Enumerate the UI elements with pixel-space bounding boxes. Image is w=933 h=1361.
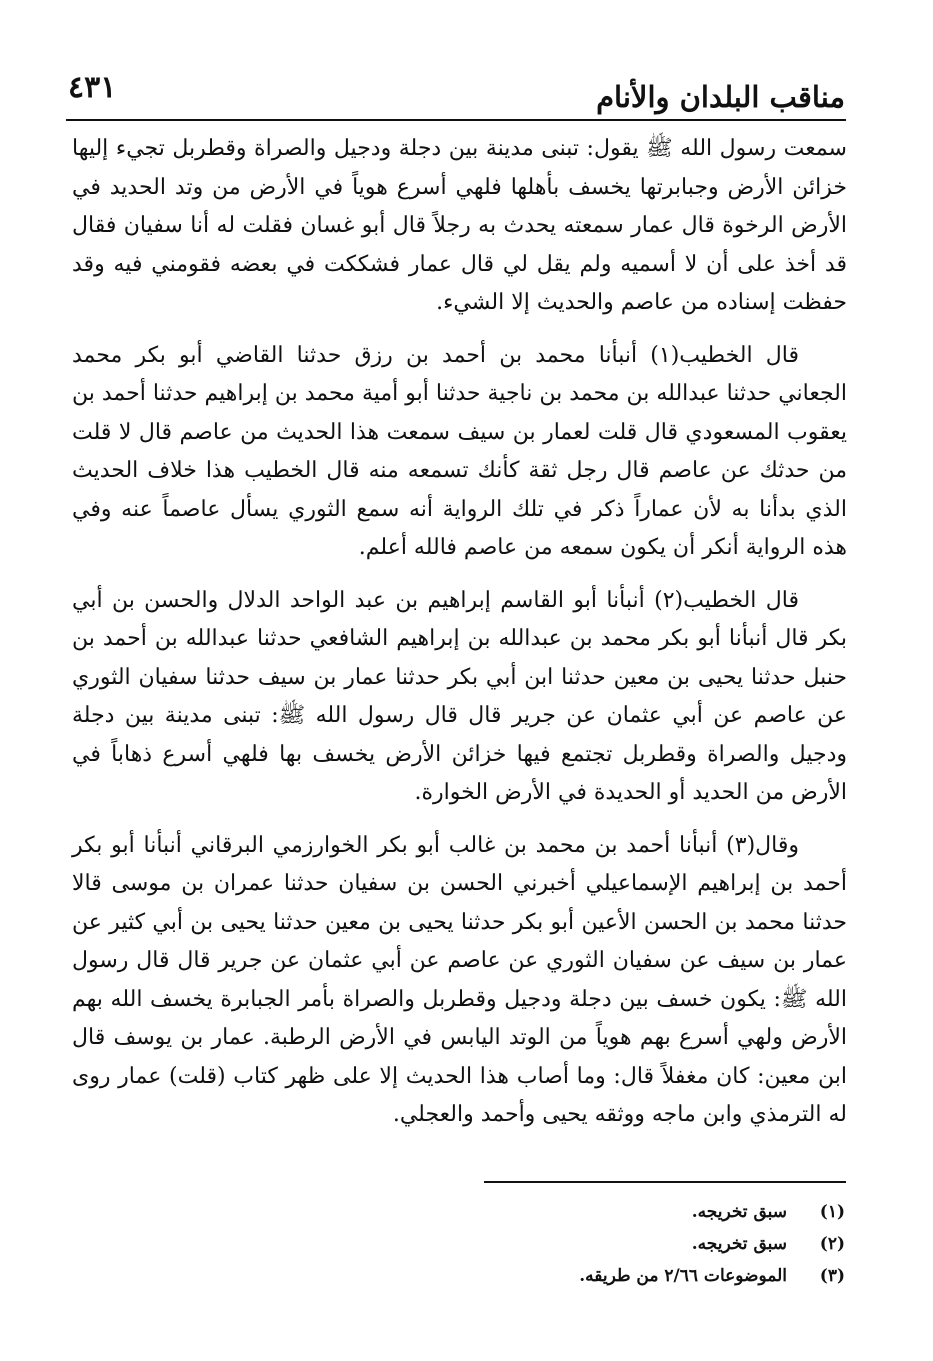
paragraph-khatib-1: قال الخطيب(١) أنبأنا محمد بن أحمد بن رزق حدثنا القاضي أبو بكر محمد الجعاني حدثنا عبدالله بن محمد بن ناجية حدثنا أبو أمية محمد بن إبراهيم حدثنا أحمد بن يعقوب المسعودي قال قلت لعمار بن سيف سمعت هذا الحديث من عاصم قال لا قلت من حدثك عن عاصم قال رجل ثقة كأنك تسمعه منه قال الخطيب هذا خلاف الحديث الذي بدأنا به لأن عماراً ذكر في تلك الرواية أنه سمع الثوري يسأل عاصماً عنه وفي هذه الرواية أنكر أن يكون سمعه من عاصم فالله أعلم. [72,342,847,560]
paragraph-continuation: سمعت رسول الله ﷺ يقول: تبنى مدينة بين دجلة ودجيل والصراة وقطربل تجيء إليها خزائن الأرض وجبابرتها يخسف بأهلها فلهي أسرع هوياً في الأرض من وتد الحديد في الأرض الرخوة قال عمار سمعته يحدث به رجلاً قال أبو غسان فقلت له أنا سفيان فقال قد أخذ على أن لا أسميه ولم يقل لي قال عمار فشككت في بعضه فقومني فيه وقد حفظت إسناده من عاصم والحديث إلا الشيء. [72,136,847,315]
footnotes [345,1196,845,1292]
footnote-item [345,1196,845,1228]
paragraph-khatib-3: وقال(٣) أنبأنا أحمد بن محمد بن غالب أبو بكر الخوارزمي البرقاني أنبأنا أبو بكر أحمد بن إبراهيم الإسماعيلي أخبرني الحسن بن سفيان حدثنا عمران بن موسى قالا حدثنا محمد بن الحسن الأعين أبو بكر حدثنا يحيى بن معين حدثنا يحيى بن أبي كثير عن عمار بن سيف عن سفيان الثوري عن عاصم عن أبي عثمان عن جرير قال قال رسول الله ﷺ: يكون خسف بين دجلة ودجيل وقطربل والصراة بأمر الجبابرة يخسف الله بهم الأرض ولهي أسرع بهم هوياً من الوتد اليابس في الأرض الرطبة. عمار بن يوسف قال ابن معين: كان مغفلاً قال: وما أصاب هذا الحديث إلا على ظهر كتاب (قلت) عمار روى له الترمذي وابن ماجه ووثقه يحيى وأحمد والعجلي. [72,832,847,1127]
footnote-text: سبق تخريجه. [691,1234,787,1254]
header-divider [66,119,846,121]
page-number: ٤٣١ [68,70,117,105]
footnote-text: الموضوعات ٢/٦٦ من طريقه. [579,1266,787,1286]
footnote-item [345,1228,845,1260]
footnote-number: (٢) [819,1234,845,1254]
main-text [72,130,847,1149]
paragraph-khatib-2: قال الخطيب(٢) أنبأنا أبو القاسم إبراهيم بن عبد الواحد الدلال والحسن بن أبي بكر قال أنبأنا أبو بكر محمد بن عبدالله بن إبراهيم الشافعي حدثنا عبدالله بن أحمد بن حنبل حدثنا يحيى بن معين حدثنا ابن أبي بكر حدثنا عمار بن سيف حدثنا سفيان الثوري عن عاصم عن أبي عثمان عن جرير قال قال رسول الله ﷺ: تبنى مدينة بين دجلة ودجيل والصراة وقطربل تجتمع فيها خزائن الأرض يخسف بها فلهي أسرع ذهاباً في الأرض من الحديد أو الحديدة في الأرض الخوارة. [72,587,847,805]
footnote-text: سبق تخريجه. [691,1202,787,1222]
footnote-item [345,1260,845,1292]
running-title: مناقب البلدان والأنام [596,80,845,114]
footnote-number: (١) [819,1202,845,1222]
footnote-divider [484,1181,846,1183]
footnote-number: (٣) [819,1266,845,1286]
